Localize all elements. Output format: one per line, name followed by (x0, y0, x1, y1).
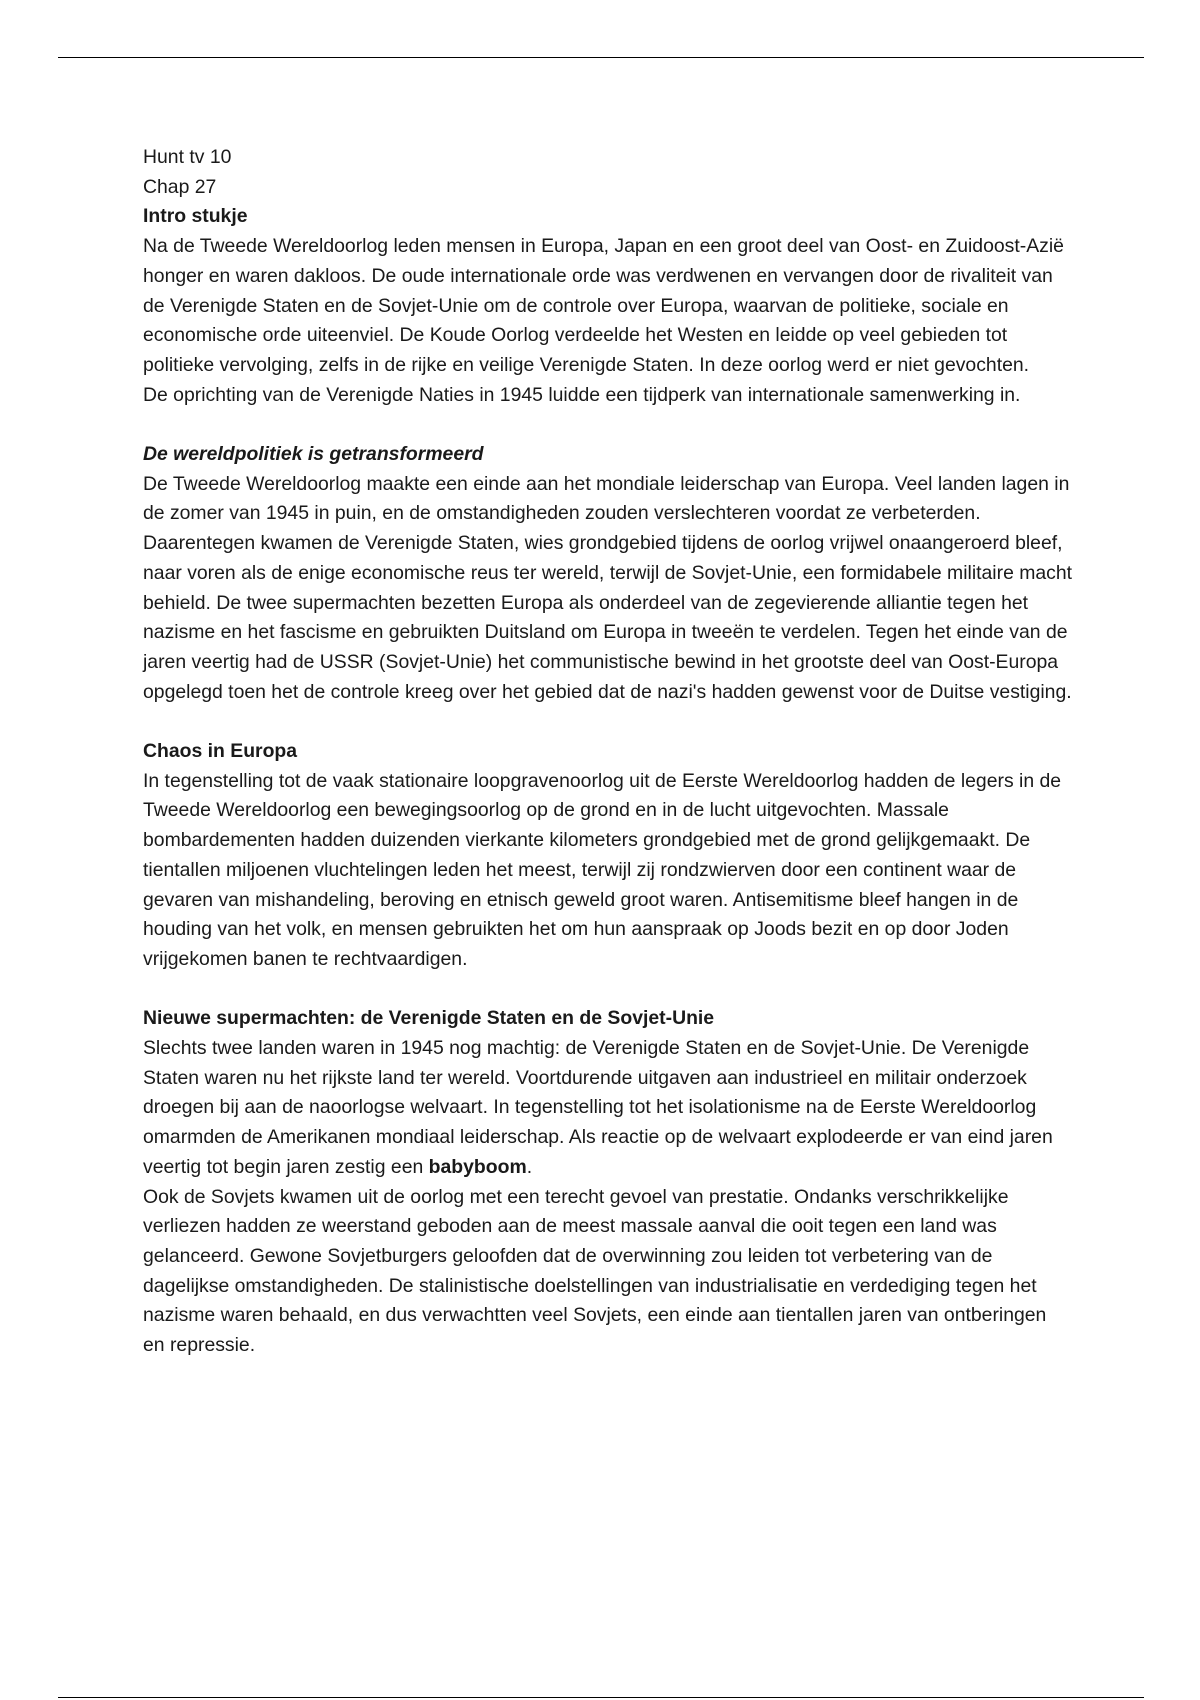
superpowers-paragraph-1 (143, 1034, 1073, 1183)
heading-intro: Intro stukje (143, 205, 248, 228)
intro-paragraph-1: Na de Tweede Wereldoorlog leden mensen in Europa, Japan en een groot deel van Oost- en Zuidoost-Azië honger en waren dakloos. De oude internationale orde was verdwenen en vervangen door de rivaliteit van de Verenigde Staten en de Sovjet-Unie om de controle over Europa, waarvan de politieke, sociale en economische orde uiteenviel. De Koude Oorlog verdeelde het Westen en leidde op veel gebieden tot politieke vervolging, zelfs in de rijke en veilige Verenigde Staten. In deze oorlog werd er niet gevochten. (143, 235, 1064, 376)
bottom-horizontal-rule (58, 1697, 1144, 1698)
superpowers-paragraph-1-text: Slechts twee landen waren in 1945 nog machtig: de Verenigde Staten en de Sovjet-Unie. De Verenigde Staten waren nu het rijkste land ter wereld. Voortdurende uitgaven aan industrieel en militair onderzoek droegen bij aan de naoorlogse welvaart. In tegenstelling tot het isolationisme na de Eerste Wereldoorlog omarmden de Amerikanen mondiaal leiderschap. Als reactie op de welvaart explodeerde er van eind jaren veertig tot begin jaren zestig een (143, 1037, 1053, 1178)
paragraph-gap (143, 975, 1073, 1005)
term-babyboom: babyboom (428, 1155, 527, 1178)
paragraph-gap (143, 410, 1073, 440)
superpowers-paragraph-2: Ook de Sovjets kwamen uit de oorlog met een terecht gevoel van prestatie. Ondanks verschrikkelijke verliezen hadden ze weerstand geboden aan de meest massale aanval die ooit tegen een land was gelanceerd. Gewone Sovjetburgers geloofden dat de overwinning zou leiden tot verbetering van de dagelijkse omstandigheden. De stalinistische doelstellingen van industrialisatie en verdediging tegen het nazisme waren behaald, en dus verwachtten veel Sovjets, een einde aan tientallen jaren van ontberingen en repressie. (143, 1185, 1047, 1357)
intro-paragraph-2: De oprichting van de Verenigde Naties in 1945 luidde een tijdperk van internationale samenwerking in. (143, 383, 1021, 406)
world-politics-paragraph: De Tweede Wereldoorlog maakte een einde aan het mondiale leiderschap van Europa. Veel landen lagen in de zomer van 1945 in puin, en de omstandigheden zouden verslechteren voordat ze verbeterden. Daarentegen kwamen de Verenigde Staten, wies grondgebied tijdens de oorlog vrijwel onaangeroerd bleef, naar voren als de enige economische reus ter wereld, terwijl de Sovjet-Unie, een formidabele militaire macht behield. De twee supermachten bezetten Europa als onderdeel van de zegevierende alliantie tegen het nazisme en het fascisme en gebruikten Duitsland om Europa in tweeën te verdelen. Tegen het einde van de jaren veertig had de USSR (Sovjet-Unie) het communistische bewind in het grootste deel van Oost-Europa opgelegd toen het de controle kreeg over het gebied dat de nazi's hadden gewenst voor de Duitse vestiging. (143, 472, 1073, 703)
top-horizontal-rule (58, 57, 1144, 58)
heading-world-politics: De wereldpolitiek is getransformeerd (143, 443, 484, 466)
paragraph-gap (143, 707, 1073, 737)
heading-new-superpowers: Nieuwe supermachten: de Verenigde Staten en de Sovjet-Unie (143, 1007, 715, 1030)
header-line-chapter: Chap 27 (143, 175, 217, 198)
superpowers-paragraph-1-end: . (526, 1155, 533, 1178)
document-body (143, 143, 1073, 1361)
chaos-europe-paragraph: In tegenstelling tot de vaak stationaire loopgravenoorlog uit de Eerste Wereldoorlog hadden de legers in de Tweede Wereldoorlog een bewegingsoorlog op de grond en in de lucht uitgevochten. Massale bombardementen hadden duizenden vierkante kilometers grondgebied met de grond gelijkgemaakt. De tientallen miljoenen vluchtelingen leden het meest, terwijl zij rondzwierven door een continent waar de gevaren van mishandeling, beroving en etnisch geweld groot waren. Antisemitisme bleef hangen in de houding van het volk, en mensen gebruikten het om hun aanspraak op Joods bezit en op door Joden vrijgekomen banen te rechtvaardigen. (143, 769, 1062, 970)
header-line-course: Hunt tv 10 (143, 146, 232, 168)
heading-chaos-europe: Chaos in Europa (143, 740, 298, 763)
